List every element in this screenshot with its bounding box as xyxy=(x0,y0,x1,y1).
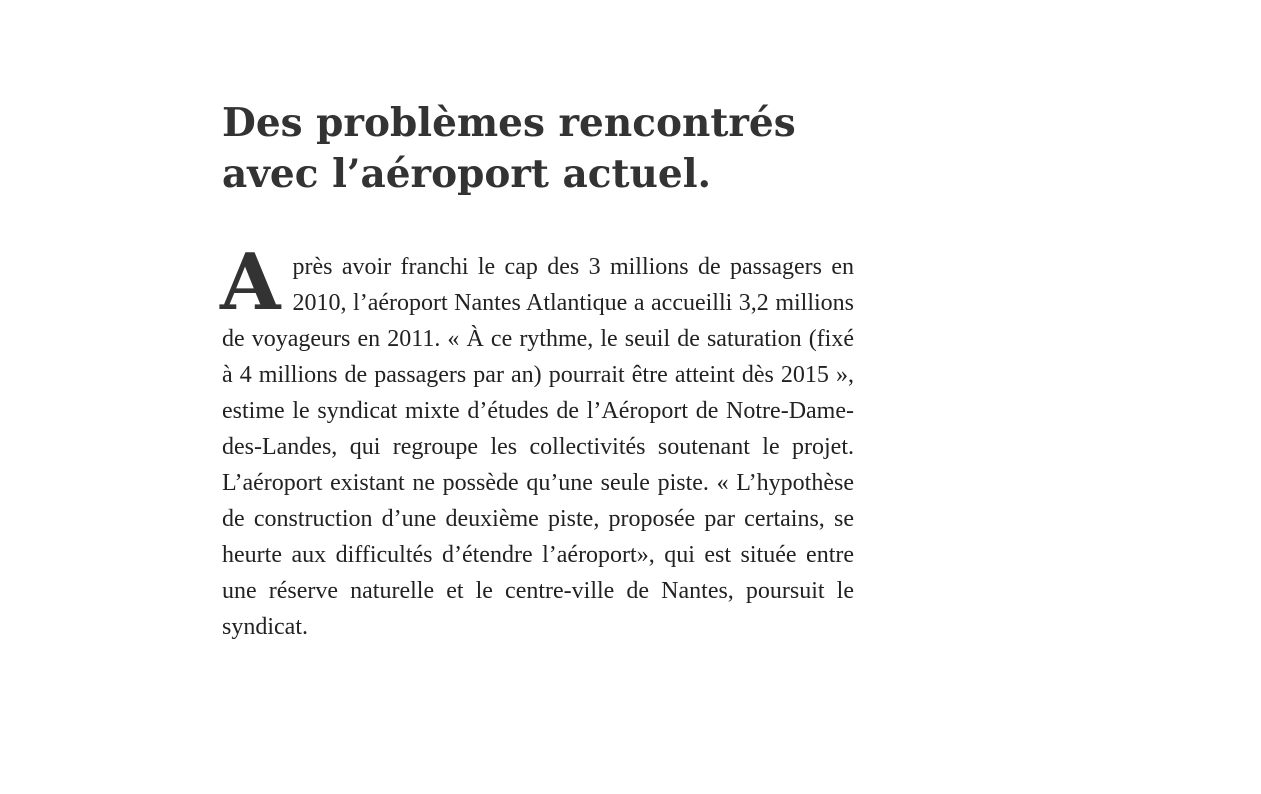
heading-line-2: avec l’aéroport actuel. xyxy=(222,151,712,197)
paragraph-text: près avoir franchi le cap des 3 millions de passagers en 2010, l’aéroport Nantes Atlantique a accueilli 3,2 millions de voyageurs en 2011. « À ce rythme, le seuil de saturation (fixé à 4 millions de passagers par an) pourrait être atteint dès 2015 », estime le syndicat mixte d’études de l’Aéroport de Notre-Dame-des-Landes, qui regroupe les collectivités soutenant le projet. L’aéroport existant ne possède qu’une seule piste. « L’hypothèse de construction d’une deuxième piste, proposée par certains, se heurte aux difficultés d’étendre l’aéroport», qui est située entre une réserve naturelle et le centre-ville de Nantes, poursuit le syndicat. xyxy=(222,254,854,640)
heading-line-1: Des problèmes rencontrés xyxy=(222,100,796,146)
article-paragraph xyxy=(220,237,854,645)
article-heading xyxy=(222,98,854,200)
drop-cap: A xyxy=(220,237,281,328)
article xyxy=(222,98,854,645)
